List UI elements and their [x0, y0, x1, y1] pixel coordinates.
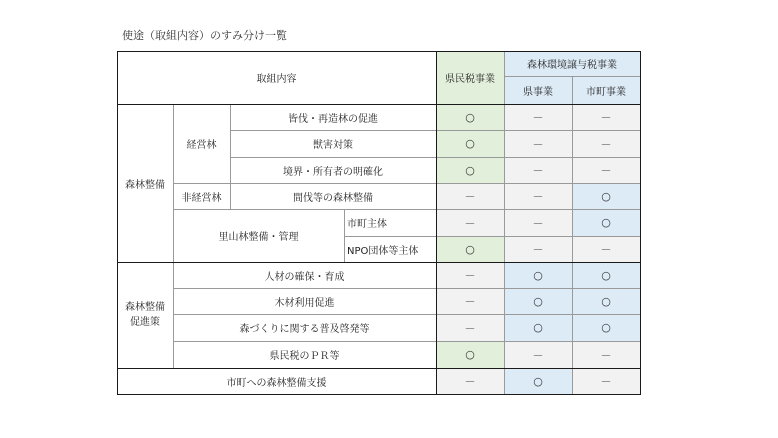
grid-line — [572, 76, 573, 394]
cell-pref-project: － — [504, 104, 572, 130]
border-line — [117, 394, 641, 395]
cell-prefectural-tax: － — [436, 314, 504, 341]
cell-prefectural-tax: ○ — [436, 236, 504, 262]
cell-pref-project: － — [504, 341, 572, 368]
header-pref-project: 県事業 — [504, 76, 572, 104]
row-label: 獣害対策 — [230, 130, 436, 157]
border-line — [436, 51, 437, 394]
row-label: 間伐等の森林整備 — [230, 183, 436, 209]
cell-prefectural-tax: － — [436, 288, 504, 314]
cell-pref-project: ○ — [504, 314, 572, 341]
page-title: 使途（取組内容）のすみ分け一覧 — [122, 29, 287, 42]
cell-prefectural-tax: － — [436, 183, 504, 209]
cell-pref-project: － — [504, 183, 572, 209]
grid-line — [230, 104, 231, 209]
cell-municipal-project: － — [572, 130, 640, 157]
cell-municipal-project: ○ — [572, 288, 640, 314]
cell-municipal-project: － — [572, 368, 640, 394]
border-line — [640, 51, 641, 395]
grid-line — [173, 314, 640, 315]
header-prefectural-tax: 県民税事業 — [436, 51, 504, 104]
cell-pref-project: ○ — [504, 368, 572, 394]
cell-prefectural-tax: － — [436, 368, 504, 394]
grid-line — [504, 51, 505, 394]
cell-prefectural-tax: ○ — [436, 341, 504, 368]
grid-line — [173, 288, 640, 289]
grid-line — [173, 209, 640, 210]
grid-line — [173, 341, 640, 342]
cell-prefectural-tax: ○ — [436, 130, 504, 157]
row-label: 県民税のＰＲ等 — [173, 341, 436, 368]
cell-prefectural-tax: ○ — [436, 157, 504, 183]
row-label: 市町への森林整備支援 — [117, 368, 436, 394]
border-line — [117, 104, 640, 105]
header-municipal-project: 市町事業 — [572, 76, 640, 104]
cell-prefectural-tax: ○ — [436, 104, 504, 130]
cell-pref-project: － — [504, 209, 572, 236]
grid-line — [230, 130, 640, 131]
group-forest-maintenance: 森林整備 — [117, 104, 173, 262]
cell-municipal-project: － — [572, 236, 640, 262]
cell-pref-project: － — [504, 130, 572, 157]
cell-municipal-project: ○ — [572, 183, 640, 209]
cell-municipal-project: － — [572, 157, 640, 183]
group-forest-promotion — [117, 262, 173, 368]
group-non-managed-forest: 非経営林 — [173, 183, 230, 209]
border-line — [117, 51, 640, 52]
cell-municipal-project: ○ — [572, 209, 640, 236]
group-satoyama: 里山林整備・管理 — [173, 209, 344, 262]
cell-pref-project: － — [504, 157, 572, 183]
group-forest-promotion-line2: 促進策 — [130, 317, 160, 328]
header-transfer-tax: 森林環境譲与税事業 — [504, 51, 640, 76]
cell-pref-project: ○ — [504, 288, 572, 314]
row-label: 森づくりに関する普及啓発等 — [173, 314, 436, 341]
border-line — [117, 51, 118, 395]
group-forest-promotion-line1: 森林整備 — [125, 302, 165, 313]
group-managed-forest: 経営林 — [173, 104, 230, 183]
border-line — [117, 368, 640, 369]
cell-pref-project: ○ — [504, 262, 572, 288]
grid-line — [173, 183, 640, 184]
cell-municipal-project: ○ — [572, 262, 640, 288]
cell-municipal-project: － — [572, 104, 640, 130]
row-label: 皆伐・再造林の促進 — [230, 104, 436, 130]
row-label: 木材利用促進 — [173, 288, 436, 314]
cell-prefectural-tax: － — [436, 262, 504, 288]
grid-line — [173, 104, 174, 368]
row-label: NPO団体等主体 — [344, 236, 436, 262]
cell-municipal-project: ○ — [572, 314, 640, 341]
row-label: 境界・所有者の明確化 — [230, 157, 436, 183]
cell-prefectural-tax: － — [436, 209, 504, 236]
cell-municipal-project: － — [572, 341, 640, 368]
border-line — [117, 262, 640, 263]
cell-pref-project: － — [504, 236, 572, 262]
header-content: 取組内容 — [117, 51, 436, 104]
grid-line — [344, 236, 640, 237]
grid-line — [344, 209, 345, 262]
row-label: 市町主体 — [344, 209, 436, 236]
grid-line — [230, 157, 640, 158]
row-label: 人材の確保・育成 — [173, 262, 436, 288]
